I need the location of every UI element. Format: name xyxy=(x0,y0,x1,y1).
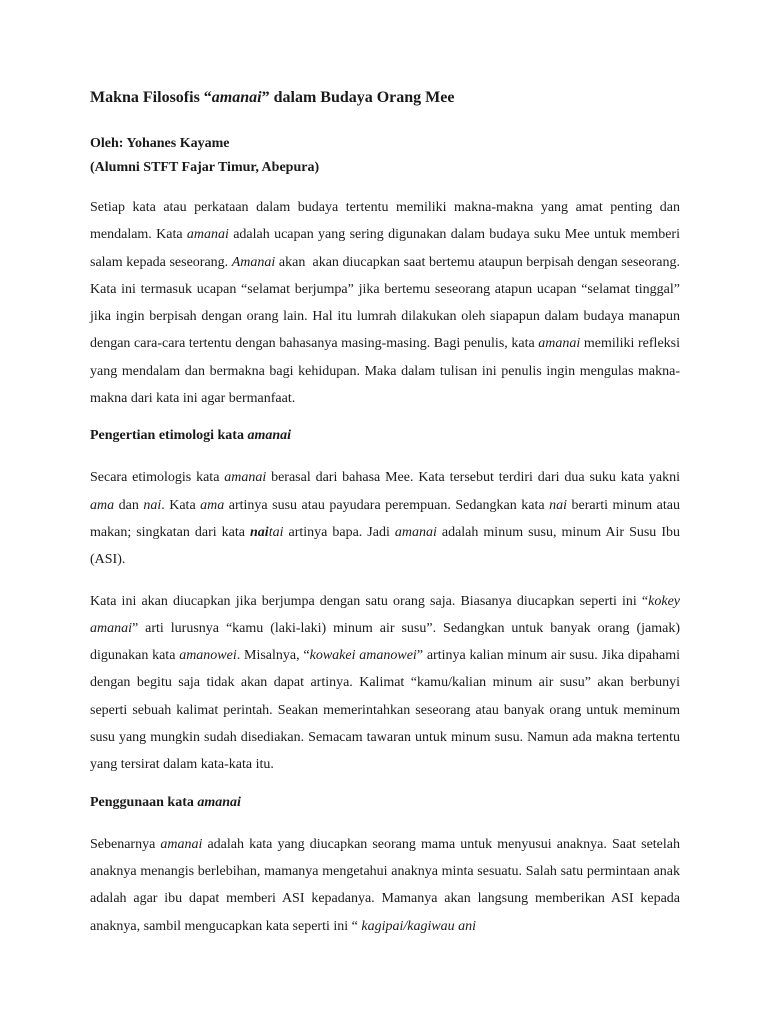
author-name: Oleh: Yohanes Kayame xyxy=(90,136,230,151)
paragraph-intro xyxy=(90,194,684,412)
italic-term: nai xyxy=(143,497,162,513)
title-part-2: ” dalam Budaya Orang Mee xyxy=(261,89,455,106)
text: Kata ini akan diucapkan jika berjumpa dengan satu orang saja. Biasanya diucapkan seperti ini “ xyxy=(90,593,649,609)
document-title xyxy=(90,88,680,108)
italic-term: amanai xyxy=(224,470,267,486)
section-heading-penggunaan xyxy=(90,793,680,813)
italic-term: amanai xyxy=(394,524,437,540)
italic-term: kokey amanai xyxy=(90,593,680,636)
text: . Kata xyxy=(161,497,201,513)
text: Setiap kata atau perkataan dalam budaya tertentu memiliki makna-makna yang amat penting dan mendalam. Kata xyxy=(90,200,684,243)
paragraph-penggunaan xyxy=(90,831,687,940)
bold-italic-term xyxy=(250,525,283,540)
italic-term: nai xyxy=(549,497,567,513)
text: ” arti lurusnya “kamu (laki-laki) minum air susu”. Sedangkan untuk banyak orang (jamak) digunakan kata xyxy=(90,620,684,664)
italic-term: amanai xyxy=(186,227,229,243)
section-heading-etimologi xyxy=(90,426,680,446)
title-term: amanai xyxy=(211,89,262,106)
text: ” artinya kalian minum air susu. Jika dipahami dengan begitu saja tidak akan dapat artinya. Kalimat “kamu/kalian minum air susu” akan berbunyi seperti sebuah kalimat perintah. Seakan memerintahkan seseorang atau banyak orang untuk meminum susu yang mungkin sudah disediakan. Semacam tawaran untuk minum susu. Namun ada makna tertentu yang tersirat dalam kata-kata itu. xyxy=(90,648,684,773)
author-affiliation: (Alumni STFT Fajar Timur, Abepura) xyxy=(90,160,320,175)
italic-term: amanowei xyxy=(179,648,237,664)
heading-term: amanai xyxy=(247,428,292,444)
text: Secara etimologis kata xyxy=(90,470,225,486)
italic-term: kagipai/kagiwau ani xyxy=(361,918,477,934)
italic-term: ama xyxy=(200,497,225,513)
text: berasal dari bahasa Mee. Kata tersebut terdiri dari dua suku kata yakni xyxy=(266,470,684,486)
text: artinya bapa. Jadi xyxy=(283,524,395,540)
heading-text: Penggunaan kata xyxy=(90,794,198,810)
bold-part: nai xyxy=(250,524,269,540)
author-block xyxy=(90,132,680,180)
paragraph-penggunaan-salam xyxy=(90,588,684,779)
italic-part: tai xyxy=(268,524,284,540)
heading-text: Pengertian etimologi kata xyxy=(90,428,248,444)
text: adalah kata yang diucapkan seorang mama untuk menyusui anaknya. Saat setelah anaknya menangis berlebihan, mamanya mengetahui anaknya minta sesuatu. Salah satu permintaan anak adalah agar ibu dapat memberi ASI kepadanya. Mamanya akan langsung memberikan ASI kepada anaknya, sambil mengucapkan kata seperti ini “ xyxy=(90,836,687,934)
italic-term: ama xyxy=(90,497,115,513)
text: akan akan diucapkan saat bertemu ataupun berpisah dengan seseorang. Kata ini termasuk ucapan “selamat berjumpa” jika bertemu seseorang atapun ucapan “selamat tinggal” jika ingin berpisah dengan orang lain. Hal itu lumrah dilakukan oleh siapapun dalam budaya manapun dengan cara-cara tertentu dengan bahasanya masing-masing. Bagi penulis, kata xyxy=(90,254,684,352)
paragraph-etimologi xyxy=(90,464,684,573)
heading-term: amanai xyxy=(197,794,241,810)
text: adalah minum susu, minum Air Susu Ibu (ASI). xyxy=(90,524,684,568)
title-part-1: Makna Filosofis “ xyxy=(90,89,212,106)
text: . Misalnya, “ xyxy=(236,648,310,664)
italic-term: amanai xyxy=(538,336,581,352)
text: berarti minum atau makan; singkatan dari kata xyxy=(90,497,684,540)
text: adalah ucapan yang sering digunakan dalam budaya suku Mee untuk memberi salam kepada seseorang. xyxy=(90,227,684,270)
italic-term: kowakei amanowei xyxy=(309,648,417,664)
italic-term: amanai xyxy=(160,836,203,852)
text: artinya susu atau payudara perempuan. Sedangkan kata xyxy=(224,497,550,513)
italic-term: Amanai xyxy=(231,254,276,270)
document-page xyxy=(90,88,687,954)
text: memiliki refleksi yang mendalam dan bermakna bagi kehidupan. Maka dalam tulisan ini penulis ingin mengulas makna-makna dari kata ini agar bermanfaat. xyxy=(90,336,684,407)
text: Sebenarnya xyxy=(90,836,161,852)
text: dan xyxy=(114,497,144,513)
